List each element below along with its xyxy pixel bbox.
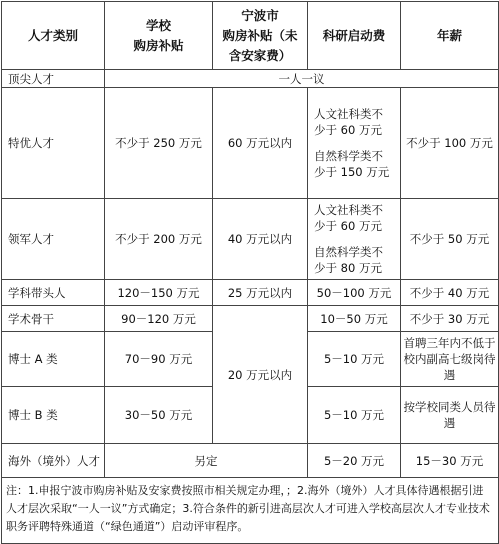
doctor-a-salary: 首聘三年内不低于校内副高七级岗待遇 [401, 332, 499, 387]
header-ningbo-housing: 宁波市 购房补贴（未 含安家费） [213, 2, 308, 70]
discipline-school-housing: 120－150 万元 [105, 280, 213, 306]
special-research-humanities: 人文社科类不少于 60 万元 [314, 107, 383, 137]
table-row-overseas [2, 444, 499, 478]
leader-research-science: 自然科学类不少于 80 万元 [314, 245, 383, 275]
overseas-housing: 另定 [105, 444, 308, 478]
category-overseas: 海外（境外）人才 [2, 444, 105, 478]
category-doctor-a: 博士 A 类 [2, 332, 105, 387]
header-research-fund: 科研启动费 [308, 2, 401, 70]
backbone-salary: 不少于 30 万元 [401, 306, 499, 332]
special-research-science: 自然科学类不少于 150 万元 [314, 149, 390, 179]
leader-school-housing: 不少于 200 万元 [105, 199, 213, 280]
backbone-school-housing: 90－120 万元 [105, 306, 213, 332]
doctor-ningbo-housing: 20 万元以内 [213, 306, 308, 444]
category-doctor-b: 博士 B 类 [2, 387, 105, 444]
leader-research-fund [308, 199, 401, 280]
leader-ningbo-housing: 40 万元以内 [213, 199, 308, 280]
header-salary: 年薪 [401, 2, 499, 70]
leader-research-humanities: 人文社科类不少于 60 万元 [314, 203, 383, 233]
top-merged-cell: 一人一议 [105, 70, 499, 88]
special-salary: 不少于 100 万元 [401, 88, 499, 199]
table-row-backbone [2, 306, 499, 332]
doctor-b-research-fund: 5－10 万元 [308, 387, 401, 444]
table-row-top [2, 70, 499, 88]
category-special: 特优人才 [2, 88, 105, 199]
talent-policy-table [1, 1, 499, 544]
header-category: 人才类别 [2, 2, 105, 70]
overseas-salary: 15－30 万元 [401, 444, 499, 478]
header-row [2, 2, 499, 70]
category-leader: 领军人才 [2, 199, 105, 280]
header-school-housing: 学校 购房补贴 [105, 2, 213, 70]
category-top: 顶尖人才 [2, 70, 105, 88]
doctor-a-research-fund: 5－10 万元 [308, 332, 401, 387]
table-row-leader [2, 199, 499, 280]
leader-salary: 不少于 50 万元 [401, 199, 499, 280]
special-research-fund [308, 88, 401, 199]
table-row-discipline [2, 280, 499, 306]
discipline-salary: 不少于 40 万元 [401, 280, 499, 306]
doctor-a-school-housing: 70－90 万元 [105, 332, 213, 387]
doctor-b-salary: 按学校同类人员待遇 [401, 387, 499, 444]
footnote: 注：1.申报宁波市购房补贴及安家费按照市相关规定办理，；2.海外（境外）人才具体待遇根据引进人才层次采取“一人一议”方式确定；3.符合条件的新引进高层次人才可进入学校高层次人才专业技术职务评聘特殊通道（“绿色通道”）启动评审程序。 [2, 478, 499, 544]
special-school-housing: 不少于 250 万元 [105, 88, 213, 199]
category-discipline: 学科带头人 [2, 280, 105, 306]
overseas-research-fund: 5－20 万元 [308, 444, 401, 478]
backbone-research-fund: 10－50 万元 [308, 306, 401, 332]
discipline-ningbo-housing: 25 万元以内 [213, 280, 308, 306]
note-row [2, 478, 499, 544]
category-backbone: 学术骨干 [2, 306, 105, 332]
doctor-b-school-housing: 30－50 万元 [105, 387, 213, 444]
discipline-research-fund: 50－100 万元 [308, 280, 401, 306]
special-ningbo-housing: 60 万元以内 [213, 88, 308, 199]
table-row-special [2, 88, 499, 199]
